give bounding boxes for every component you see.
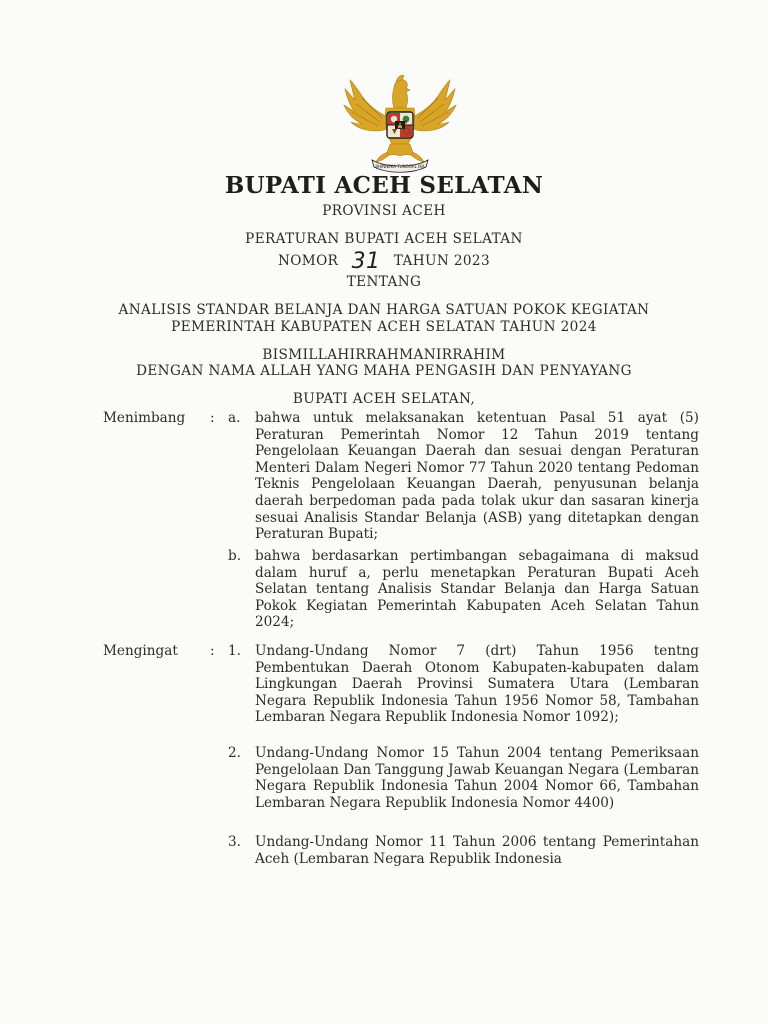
page-title: BUPATI ACEH SELATAN (224, 172, 544, 199)
mengingat-item-2-text: Undang-Undang Nomor 15 Tahun 2004 tentang Pemeriksaan Pengelolaan Dan Tanggung Jawab Keuangan Negara (Lembaran Negara Republik Indonesia Tahun 2004 Nomor 66, Tambahan Lembaran Negara Republik Indonesia Nomor 4400) (255, 745, 699, 811)
bupati-heading: BUPATI ACEH SELATAN, (292, 391, 476, 407)
subject-line-1: ANALISIS STANDAR BELANJA DAN HARGA SATUAN POKOK KEGIATAN (118, 302, 650, 318)
mengingat-item-1-marker: 1. (228, 643, 241, 659)
regulation-title: PERATURAN BUPATI ACEH SELATAN (245, 231, 523, 247)
svg-text:BHINNEKA TUNGGAL IKA: BHINNEKA TUNGGAL IKA (375, 164, 425, 169)
subject-line-2: PEMERINTAH KABUPATEN ACEH SELATAN TAHUN 2024 (171, 319, 597, 335)
mengingat-item-3-marker: 3. (228, 834, 241, 850)
emblem-shield (387, 112, 413, 138)
bismillah: BISMILLAHIRRAHMANIRRAHIM (262, 347, 506, 363)
menimbang-label: Menimbang (103, 410, 186, 426)
menimbang-item-b-text: bahwa berdasarkan pertimbangan sebagaimana di maksud dalam huruf a, perlu menetapkan Peraturan Bupati Aceh Selatan tentang Analisis Standar Belanja dan Harga Satuan Pokok Kegiatan Pemerintah Kabupaten Aceh Selatan Tahun 2024; (255, 548, 699, 631)
menimbang-colon: : (210, 410, 215, 426)
menimbang-item-b-marker: b. (228, 548, 242, 564)
invocation: DENGAN NAMA ALLAH YANG MAHA PENGASIH DAN PENYAYANG (136, 363, 632, 379)
mengingat-item-1-text: Undang-Undang Nomor 7 (drt) Tahun 1956 tentng Pembentukan Daerah Otonom Kabupaten-kabupaten dalam Lingkungan Daerah Provinsi Sumatera Utara (Lembaran Negara Republik Indonesia Tahun 1956 Nomor 58, Tambahan Lembaran Negara Republik Indonesia Nomor 1092); (255, 643, 699, 726)
mengingat-item-2-marker: 2. (228, 745, 241, 761)
nomor-value: 31 (351, 249, 381, 274)
mengingat-label: Mengingat (103, 643, 178, 659)
garuda-pancasila-emblem (342, 74, 458, 174)
mengingat-item-3-text: Undang-Undang Nomor 11 Tahun 2006 tentang Pemerintahan Aceh (Lembaran Negara Republik Indonesia (255, 834, 699, 867)
mengingat-colon: : (210, 643, 215, 659)
menimbang-item-a-marker: a. (228, 410, 241, 426)
emblem-ribbon (372, 160, 428, 172)
nomor-label: NOMOR (277, 253, 339, 269)
menimbang-item-a-text: bahwa untuk melaksanakan ketentuan Pasal 51 ayat (5) Peraturan Pemerintah Nomor 12 Tahun 2019 tentang Pengelolaan Keuangan Daerah dan sesuai dengan Peraturan Menteri Dalam Negeri Nomor 77 Tahun 2020 tentang Pedoman Teknis Pengelolaan Keuangan Daerah, penyusunan belanja daerah berpedoman pada pada tolak ukur dan sasaran kinerja sesuai Analisis Standar Belanja (ASB) yang ditetapkan dengan Peraturan Bupati; (255, 410, 699, 543)
tahun-label: TAHUN 2023 (393, 253, 491, 269)
province-name: PROVINSI ACEH (322, 203, 446, 219)
tentang-heading: TENTANG (346, 274, 422, 290)
regulation-number-line (0, 246, 768, 274)
